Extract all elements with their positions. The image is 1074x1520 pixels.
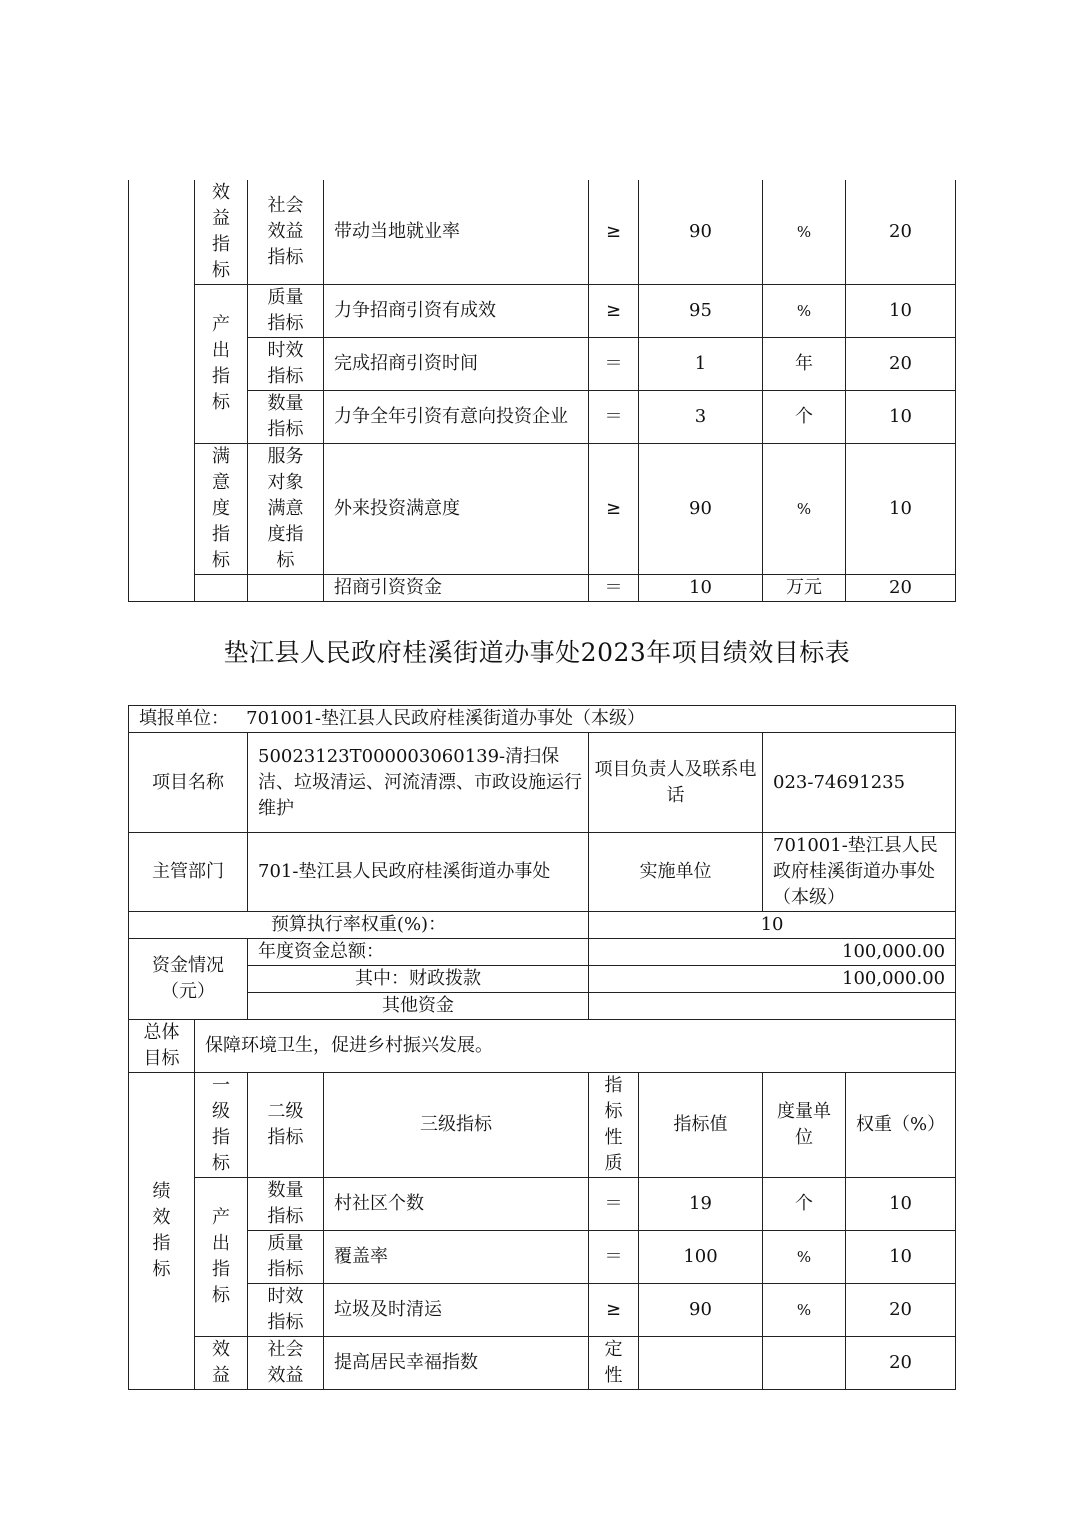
level2-cell: 社会效益: [248, 1337, 324, 1390]
value-cell: 10: [639, 575, 763, 602]
dept-row: [129, 833, 956, 912]
weight-cell: 20: [846, 1284, 956, 1337]
budget-rate-label: 预算执行率权重(%)：: [129, 912, 589, 939]
header-level1: 一级指标: [195, 1073, 248, 1178]
budget-rate-row: [129, 912, 956, 939]
page-title: 垫江县人民政府桂溪街道办事处2023年项目绩效目标表: [223, 638, 851, 667]
other-funds-value: [589, 993, 956, 1020]
header-unit: 度量单位: [763, 1073, 846, 1178]
value-cell: 19: [639, 1178, 763, 1231]
weight-cell: 20: [846, 180, 956, 285]
impl-label: 实施单位: [589, 833, 763, 912]
table-row: [129, 575, 956, 602]
nature-cell: ＝: [589, 338, 639, 391]
nature-cell: ＝: [589, 1231, 639, 1284]
level2-cell: 服务对象满意度指标: [248, 444, 324, 575]
level3-cell: 招商引资资金: [324, 575, 589, 602]
unit-cell: 年: [763, 338, 846, 391]
goal-row: [129, 1020, 956, 1073]
dept-label: 主管部门: [129, 833, 248, 912]
level1-cell: [195, 575, 248, 602]
nature-cell: 定性: [589, 1337, 639, 1390]
annual-total-row: [129, 939, 956, 966]
table-row: [129, 1284, 956, 1337]
level3-cell: 提高居民幸福指数: [324, 1337, 589, 1390]
budget-rate-value: 10: [589, 912, 956, 939]
level1-cell: 效益: [195, 1337, 248, 1390]
nature-cell: ＝: [589, 575, 639, 602]
level2-cell: 质量指标: [248, 1231, 324, 1284]
table-row: [129, 1231, 956, 1284]
value-cell: 90: [639, 1284, 763, 1337]
annual-total-label: 年度资金总额：: [248, 939, 589, 966]
header-value: 指标值: [639, 1073, 763, 1178]
weight-cell: 10: [846, 1178, 956, 1231]
unit-cell: %: [763, 444, 846, 575]
level1-cell: 效益指标: [195, 180, 248, 285]
nature-cell: ≥: [589, 180, 639, 285]
reporting-unit-label: 填报单位：: [139, 708, 229, 729]
value-cell: 90: [639, 180, 763, 285]
nature-cell: ≥: [589, 444, 639, 575]
nature-cell: ＝: [589, 1178, 639, 1231]
contact-value: 023-74691235: [763, 733, 956, 833]
nature-cell: ≥: [589, 1284, 639, 1337]
value-cell: 90: [639, 444, 763, 575]
header-level3: 三级指标: [324, 1073, 589, 1178]
goal-label: 总体目标: [129, 1020, 195, 1073]
other-funds-label: 其他资金: [248, 993, 589, 1020]
header-level2: 二级指标: [248, 1073, 324, 1178]
level2-cell: [248, 575, 324, 602]
fiscal-row: [129, 966, 956, 993]
level2-cell: 数量指标: [248, 1178, 324, 1231]
dept-value: 701-垫江县人民政府桂溪街道办事处: [248, 833, 589, 912]
unit-cell: %: [763, 180, 846, 285]
level3-cell: 力争全年引资有意向投资企业: [324, 391, 589, 444]
level1-cell: 产出指标: [195, 1178, 248, 1337]
header-row: [129, 1073, 956, 1178]
value-cell: [639, 1337, 763, 1390]
weight-cell: 10: [846, 285, 956, 338]
contact-label: 项目负责人及联系电话: [589, 733, 763, 833]
table-row: [129, 1337, 956, 1390]
fiscal-label: 其中：财政拨款: [248, 966, 589, 993]
level3-cell: 外来投资满意度: [324, 444, 589, 575]
level2-cell: 时效指标: [248, 1284, 324, 1337]
table-row: [129, 444, 956, 575]
weight-cell: 20: [846, 1337, 956, 1390]
weight-cell: 10: [846, 1231, 956, 1284]
unit-cell: %: [763, 1284, 846, 1337]
value-cell: 1: [639, 338, 763, 391]
table-row: [129, 338, 956, 391]
unit-cell: 个: [763, 391, 846, 444]
perf-category-cell: [129, 180, 195, 602]
project-name-row: [129, 733, 956, 833]
weight-cell: 20: [846, 338, 956, 391]
nature-cell: ≥: [589, 285, 639, 338]
level2-cell: 数量指标: [248, 391, 324, 444]
impl-value: 701001-垫江县人民政府桂溪街道办事处（本级）: [763, 833, 956, 912]
header-weight: 权重（%）: [846, 1073, 956, 1178]
performance-target-table: [128, 705, 956, 1390]
value-cell: 95: [639, 285, 763, 338]
level2-cell: 质量指标: [248, 285, 324, 338]
level3-cell: 覆盖率: [324, 1231, 589, 1284]
unit-cell: 万元: [763, 575, 846, 602]
other-funds-row: [129, 993, 956, 1020]
project-name-label: 项目名称: [129, 733, 248, 833]
level3-cell: 带动当地就业率: [324, 180, 589, 285]
unit-cell: %: [763, 1231, 846, 1284]
project-name-value: 50023123T000003060139-清扫保洁、垃圾清运、河流清漂、市政设施运行维护: [248, 733, 589, 833]
table-row: [129, 391, 956, 444]
reporting-unit-row: [129, 706, 956, 733]
annual-total-value: 100,000.00: [589, 939, 956, 966]
table-row: [129, 285, 956, 338]
level1-cell: 满意度指标: [195, 444, 248, 575]
funds-label: 资金情况（元）: [129, 939, 248, 1020]
value-cell: 3: [639, 391, 763, 444]
table-row: [129, 180, 956, 285]
nature-cell: ＝: [589, 391, 639, 444]
weight-cell: 20: [846, 575, 956, 602]
top-indicator-table: [128, 180, 956, 602]
weight-cell: 10: [846, 444, 956, 575]
level3-cell: 垃圾及时清运: [324, 1284, 589, 1337]
level3-cell: 村社区个数: [324, 1178, 589, 1231]
level1-cell: 产出指标: [195, 285, 248, 444]
header-nature: 指标性质: [589, 1073, 639, 1178]
unit-cell: [763, 1337, 846, 1390]
weight-cell: 10: [846, 391, 956, 444]
perf-label: 绩效指标: [129, 1073, 195, 1390]
value-cell: 100: [639, 1231, 763, 1284]
level2-cell: 时效指标: [248, 338, 324, 391]
level2-cell: 社会效益指标: [248, 180, 324, 285]
level3-cell: 完成招商引资时间: [324, 338, 589, 391]
fiscal-value: 100,000.00: [589, 966, 956, 993]
unit-cell: 个: [763, 1178, 846, 1231]
unit-cell: %: [763, 285, 846, 338]
level3-cell: 力争招商引资有成效: [324, 285, 589, 338]
goal-value: 保障环境卫生，促进乡村振兴发展。: [195, 1020, 956, 1073]
reporting-unit-value: 701001-垫江县人民政府桂溪街道办事处（本级）: [246, 708, 645, 729]
table-row: [129, 1178, 956, 1231]
